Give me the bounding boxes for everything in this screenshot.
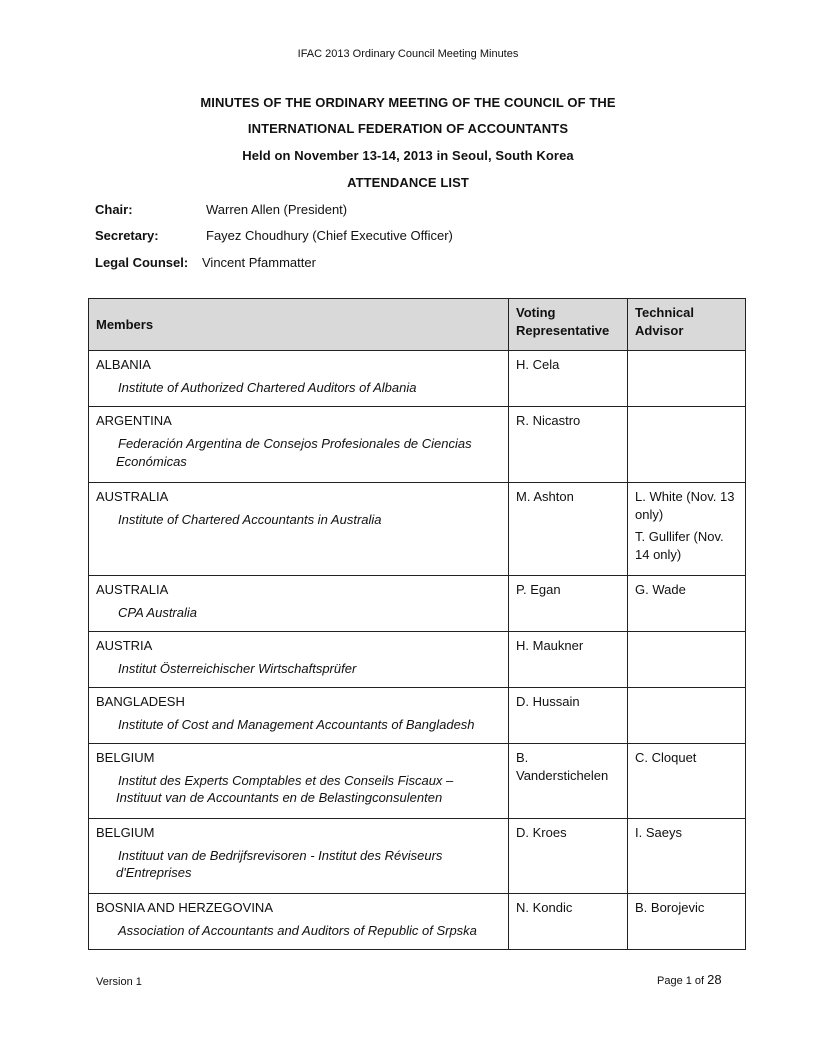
table-row [89,576,746,632]
document-title-line-1: MINUTES OF THE ORDINARY MEETING OF THE COUNCIL OF THE [200,95,616,110]
advisor-cell [628,819,746,894]
member-cell [89,894,509,950]
voting-representative: D. Hussain [516,694,580,709]
advisor-cell [628,483,746,576]
technical-advisor: B. Borojevic [635,900,705,915]
voting-cell [509,483,628,576]
footer-version: Version 1 [96,976,142,988]
footer-page-number [657,972,722,987]
member-country: BELGIUM [96,825,155,840]
document-title-line-3: Held on November 13-14, 2013 in Seoul, South Korea [242,148,574,163]
attendance-table [88,298,746,950]
page-total: 28 [707,972,722,987]
member-organization: Instituut van de Bedrijfsrevisoren - Institut des Réviseurs d'Entreprises [116,848,443,880]
table-row [89,407,746,483]
voting-representative-column-header: Voting Representative [509,299,628,351]
member-organization: Institute of Authorized Chartered Auditors of Albania [118,380,417,395]
secretary-label: Secretary: [95,228,159,243]
member-country: BELGIUM [96,750,155,765]
technical-advisor: C. Cloquet [635,750,697,765]
chair-value: Warren Allen (President) [206,202,348,217]
member-cell [89,483,509,576]
technical-advisor: G. Wade [635,582,686,597]
member-cell [89,351,509,407]
member-organization: Institute of Cost and Management Accountants of Bangladesh [118,717,475,732]
voting-cell [509,819,628,894]
technical-advisor: T. Gullifer (Nov. 14 only) [635,529,724,562]
member-organization: Association of Accountants and Auditors of Republic of Srpska [118,923,477,938]
voting-representative: P. Egan [516,582,561,597]
members-column-header: Members [89,299,509,351]
advisor-cell [628,894,746,950]
voting-representative: B. Vanderstichelen [516,750,609,783]
legal-counsel-value: Vincent Pfammatter [202,255,316,270]
member-cell [89,632,509,688]
member-cell [89,744,509,819]
member-country: AUSTRALIA [96,489,169,504]
voting-representative: H. Cela [516,357,560,372]
member-cell [89,576,509,632]
table-row [89,744,746,819]
voting-cell [509,407,628,483]
advisor-cell [628,351,746,407]
running-header: IFAC 2013 Ordinary Council Meeting Minutes [297,48,519,60]
technical-advisor: I. Saeys [635,825,682,840]
document-title-line-2: INTERNATIONAL FEDERATION OF ACCOUNTANTS [247,121,569,136]
member-organization: Institut Österreichischer Wirtschaftsprüfer [118,661,357,676]
voting-representative: N. Kondic [516,900,573,915]
member-country: BANGLADESH [96,694,185,709]
member-country: ARGENTINA [96,413,172,428]
voting-cell [509,688,628,744]
member-country: ALBANIA [96,357,151,372]
technical-advisor: L. White (Nov. 13 only) [635,489,735,522]
voting-cell [509,632,628,688]
legal-counsel-label: Legal Counsel: [95,255,189,270]
table-row [89,351,746,407]
member-organization: Federación Argentina de Consejos Profesionales de Ciencias Económicas [116,436,472,469]
voting-cell [509,351,628,407]
table-row [89,632,746,688]
voting-representative: M. Ashton [516,489,574,504]
member-organization: CPA Australia [118,605,197,620]
member-cell [89,688,509,744]
chair-label: Chair: [95,202,133,217]
advisor-cell [628,632,746,688]
table-header-row [89,299,746,351]
advisor-cell [628,576,746,632]
member-country: AUSTRALIA [96,582,169,597]
voting-cell [509,576,628,632]
page-prefix: Page 1 of [657,975,705,987]
technical-advisor-column-header: Technical Advisor [628,299,746,351]
member-country: BOSNIA AND HERZEGOVINA [96,900,273,915]
member-cell [89,407,509,483]
voting-representative: H. Maukner [516,638,584,653]
member-organization: Institute of Chartered Accountants in Australia [118,512,382,527]
secretary-value: Fayez Choudhury (Chief Executive Officer) [206,228,453,243]
advisor-cell [628,744,746,819]
table-row [89,688,746,744]
member-organization: Institut des Experts Comptables et des Conseils Fiscaux – Instituut van de Accountants en de Belastingconsulenten [116,773,454,805]
attendance-list-heading: ATTENDANCE LIST [347,175,469,190]
table-row [89,819,746,894]
advisor-cell [628,407,746,483]
voting-representative: D. Kroes [516,825,567,840]
voting-representative: R. Nicastro [516,413,581,428]
advisor-cell [628,688,746,744]
voting-cell [509,744,628,819]
member-cell [89,819,509,894]
table-row [89,483,746,576]
voting-cell [509,894,628,950]
table-row [89,894,746,950]
member-country: AUSTRIA [96,638,153,653]
